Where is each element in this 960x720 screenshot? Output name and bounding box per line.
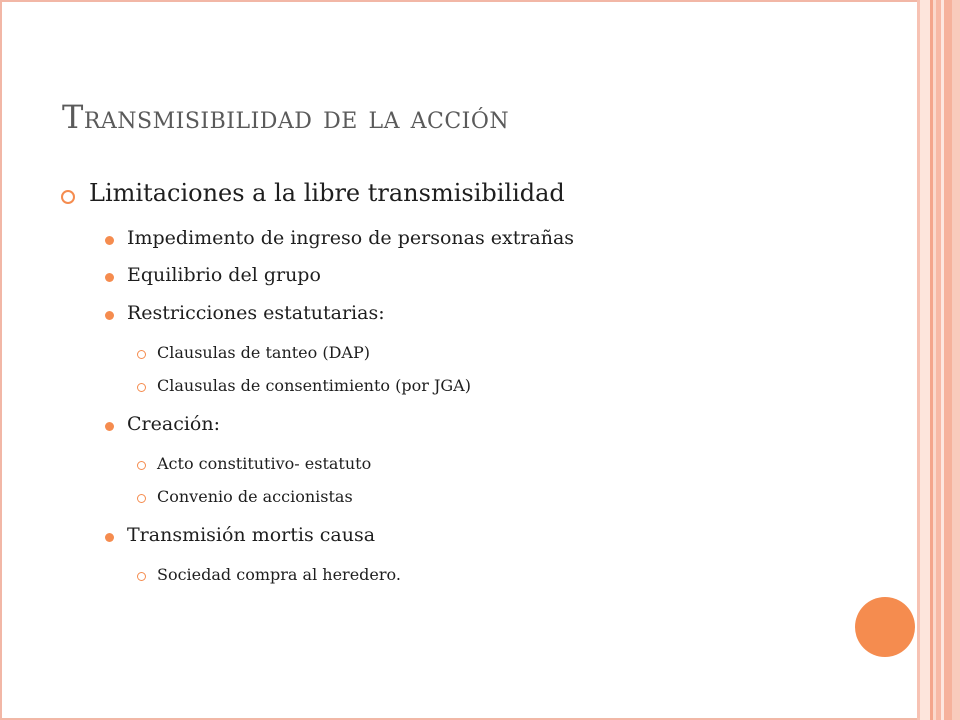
list-item: Transmisión mortis causa	[127, 524, 376, 546]
small-hollow-bullet-icon	[137, 350, 146, 359]
list-item: Impedimento de ingreso de personas extrañas	[127, 227, 575, 249]
small-hollow-bullet-icon	[137, 383, 146, 392]
decorative-stripes	[917, 0, 960, 720]
list-subitem: Clausulas de tanteo (DAP)	[157, 343, 370, 362]
slide-frame-left	[0, 0, 2, 720]
hollow-bullet-icon	[61, 190, 75, 204]
slide-title: Transmisibilidad de la acción	[62, 98, 510, 136]
dot-bullet-icon	[105, 273, 114, 282]
list-item: Equilibrio del grupo	[127, 264, 321, 286]
slide-frame-top	[0, 0, 917, 2]
small-hollow-bullet-icon	[137, 494, 146, 503]
dot-bullet-icon	[105, 422, 114, 431]
list-subitem: Acto constitutivo- estatuto	[157, 454, 372, 473]
dot-bullet-icon	[105, 311, 114, 320]
small-hollow-bullet-icon	[137, 461, 146, 470]
list-heading: Limitaciones a la libre transmisibilidad	[89, 179, 565, 207]
decorative-circle	[855, 597, 915, 657]
list-item: Creación:	[127, 413, 220, 435]
list-subitem: Clausulas de consentimiento (por JGA)	[157, 376, 471, 395]
dot-bullet-icon	[105, 533, 114, 542]
list-subitem: Convenio de accionistas	[157, 487, 353, 506]
list-item: Restricciones estatutarias:	[127, 302, 385, 324]
dot-bullet-icon	[105, 236, 114, 245]
list-subitem: Sociedad compra al heredero.	[157, 565, 401, 584]
small-hollow-bullet-icon	[137, 572, 146, 581]
